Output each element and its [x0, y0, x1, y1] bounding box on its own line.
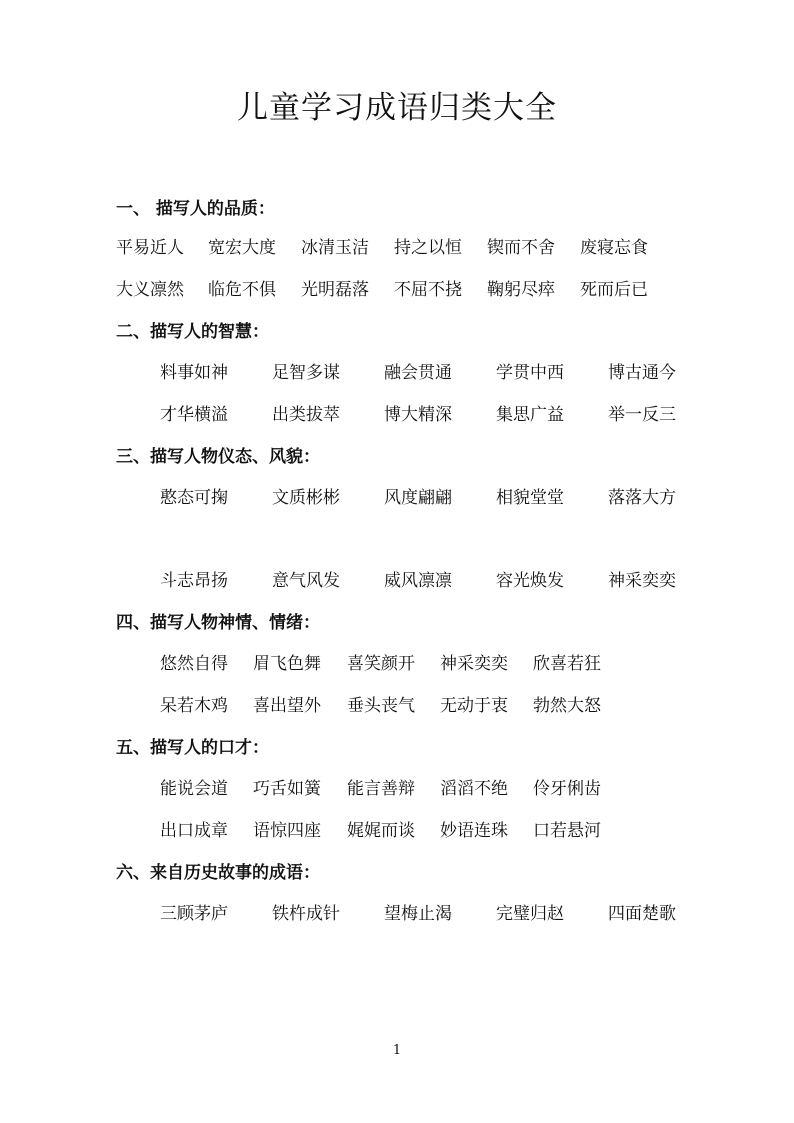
idiom: 博古通今: [608, 363, 676, 383]
idiom: 呆若木鸡: [160, 696, 228, 716]
idiom: 妙语连珠: [440, 821, 508, 841]
idiom: 滔滔不绝: [440, 779, 508, 799]
idiom: 斗志昂扬: [160, 571, 228, 591]
idiom: 无动于衷: [440, 696, 508, 716]
idiom: 不屈不挠: [394, 280, 462, 300]
idiom: 铁杵成针: [272, 904, 340, 924]
idiom: 容光焕发: [496, 571, 564, 591]
idiom: 口若悬河: [533, 821, 601, 841]
idiom: 宽宏大度: [208, 238, 276, 258]
idiom: 威风凛凛: [384, 571, 452, 591]
idiom: 完璧归赵: [496, 904, 564, 924]
idiom: 欣喜若狂: [533, 654, 601, 674]
section-heading-appearance: 三、描写人物仪态、风貌：: [116, 447, 320, 467]
section-heading-qualities: 一、 描写人的品质：: [116, 199, 275, 219]
idiom: 神采奕奕: [440, 654, 508, 674]
idiom: 落落大方: [608, 488, 676, 508]
page-title: 儿童学习成语归类大全: [237, 90, 557, 126]
idiom: 四面楚歌: [608, 904, 676, 924]
idiom: 大义凛然: [116, 280, 184, 300]
idiom: 出类拔萃: [272, 405, 340, 425]
idiom: 料事如神: [160, 363, 228, 383]
idiom: 文质彬彬: [272, 488, 340, 508]
idiom: 学贯中西: [496, 363, 564, 383]
idiom: 出口成章: [160, 821, 228, 841]
idiom: 临危不俱: [208, 280, 276, 300]
idiom: 锲而不舍: [487, 238, 555, 258]
idiom: 光明磊落: [301, 280, 369, 300]
idiom: 冰清玉洁: [301, 238, 369, 258]
idiom: 博大精深: [384, 405, 452, 425]
idiom: 语惊四座: [253, 821, 321, 841]
idiom: 喜笑颜开: [347, 654, 415, 674]
idiom: 眉飞色舞: [253, 654, 321, 674]
idiom: 平易近人: [116, 238, 184, 258]
idiom: 能说会道: [160, 779, 228, 799]
idiom: 死而后已: [580, 280, 648, 300]
idiom: 相貌堂堂: [496, 488, 564, 508]
idiom: 融会贯通: [384, 363, 452, 383]
idiom: 持之以恒: [394, 238, 462, 258]
idiom: 举一反三: [608, 405, 676, 425]
idiom: 悠然自得: [160, 654, 228, 674]
idiom: 集思广益: [496, 405, 564, 425]
idiom: 才华横溢: [160, 405, 228, 425]
idiom: 娓娓而谈: [347, 821, 415, 841]
idiom: 勃然大怒: [533, 696, 601, 716]
idiom: 鞠躬尽瘁: [487, 280, 555, 300]
section-heading-wisdom: 二、描写人的智慧：: [116, 322, 269, 342]
section-heading-history: 六、来自历史故事的成语：: [116, 863, 320, 883]
idiom: 足智多谋: [272, 363, 340, 383]
idiom: 能言善辩: [347, 779, 415, 799]
page-number: 1: [392, 1043, 402, 1058]
idiom: 意气风发: [272, 571, 340, 591]
idiom: 巧舌如簧: [253, 779, 321, 799]
idiom: 喜出望外: [253, 696, 321, 716]
idiom: 废寝忘食: [580, 238, 648, 258]
idiom: 伶牙俐齿: [533, 779, 601, 799]
idiom: 三顾茅庐: [160, 904, 228, 924]
section-heading-eloquence: 五、描写人的口才：: [116, 738, 269, 758]
idiom: 憨态可掬: [160, 488, 228, 508]
idiom: 垂头丧气: [347, 696, 415, 716]
idiom: 望梅止渴: [384, 904, 452, 924]
section-heading-emotions: 四、描写人物神情、情绪：: [116, 613, 320, 633]
idiom: 神采奕奕: [608, 571, 676, 591]
idiom: 风度翩翩: [384, 488, 452, 508]
